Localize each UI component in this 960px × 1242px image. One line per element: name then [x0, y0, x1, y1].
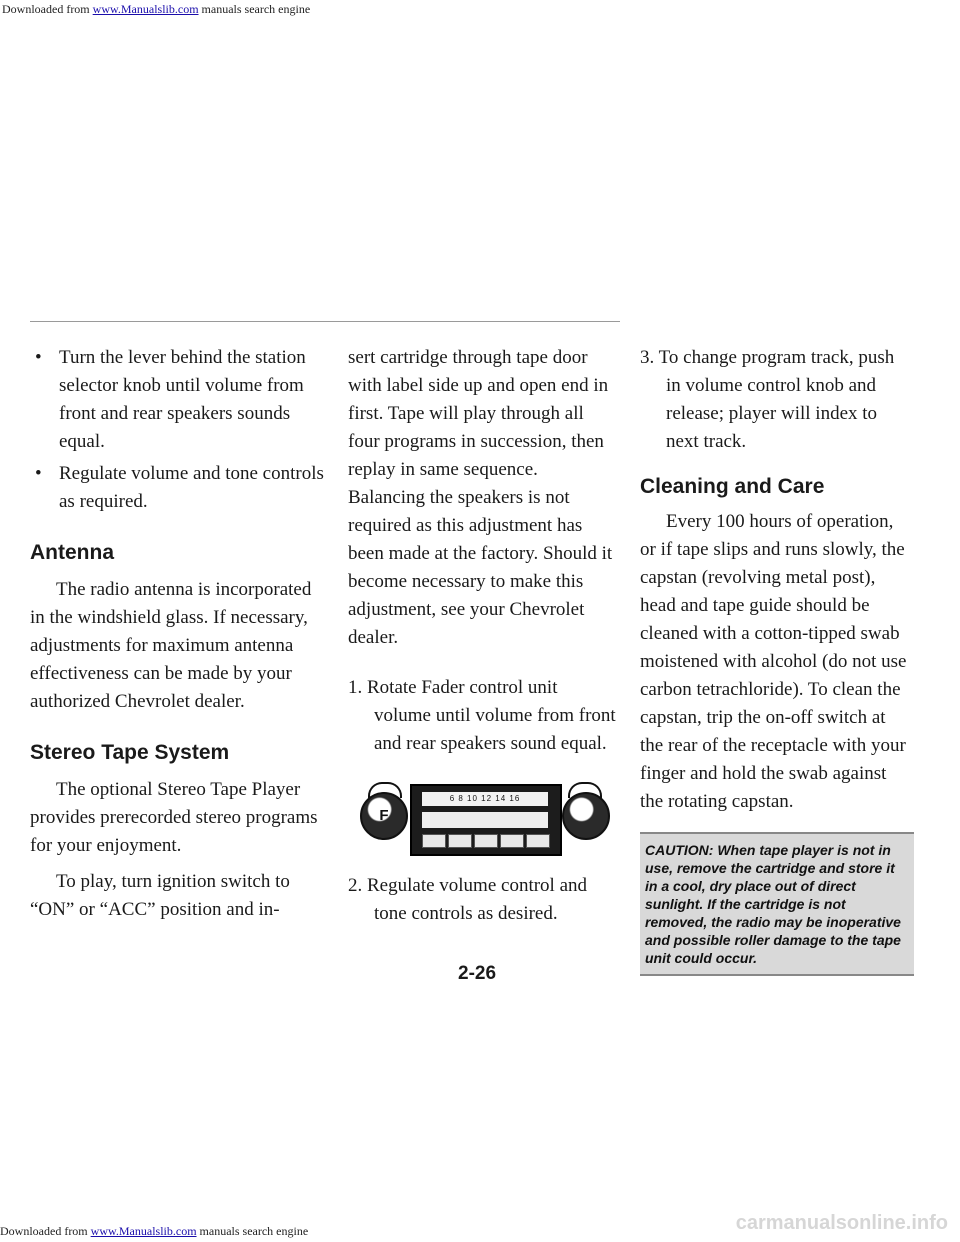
tape-instructions: sert cartridge through tape door with label side up and open end in first. Tape will play through all four programs in succession, then replay in same sequence. Balancing the speakers is not required as this adjustment has been made at the factory. Should it become necessary to make this adjustment, see your Chevrolet dealer. — [348, 347, 613, 648]
preset-button — [474, 834, 498, 848]
manualslib-footer-link[interactable]: www.Manualslib.com — [90, 1224, 197, 1238]
radio-illustration — [360, 782, 610, 854]
antenna-heading: Antenna — [30, 541, 114, 564]
column-3 — [640, 344, 910, 976]
bullet-item: • Turn the lever behind the station selector knob until volume from front and rear speakers sounds equal. — [30, 344, 326, 456]
download-banner — [0, 0, 960, 20]
step-3: 3. To change program track, push in volume control knob and release; player will index to next track. — [640, 347, 895, 452]
caution-box: CAUTION: When tape player is not in use, remove the cartridge and store it in a cool, dry place out of direct sunlight. If the cartridge is not removed, the radio may be inoperative and possible roller damage to the tape unit could occur. — [640, 832, 914, 976]
antenna-paragraph: The radio antenna is incorporated in the windshield glass. If necessary, adjustments for maximum antenna effectiveness can be made by your authorized Chevrolet dealer. — [30, 579, 312, 712]
stereo-paragraph-2: To play, turn ignition switch to “ON” or “ACC” position and in- — [30, 871, 290, 920]
preset-button — [448, 834, 472, 848]
page-number: 2-26 — [458, 963, 497, 984]
tape-slot — [422, 812, 548, 828]
bullet-dot-icon: • — [35, 347, 42, 368]
top-divider — [30, 321, 620, 322]
radio-dial: 6 8 10 12 14 16 — [422, 792, 548, 806]
column-2 — [348, 344, 618, 928]
footer-prefix: Downloaded from — [0, 1224, 91, 1238]
bullet-dot-icon: • — [35, 463, 42, 484]
preset-button — [422, 834, 446, 848]
cleaning-heading: Cleaning and Care — [640, 475, 825, 498]
banner-suffix: manuals search engine — [198, 2, 311, 16]
step-2: 2. Regulate volume control and tone controls as desired. — [348, 875, 588, 924]
preset-button — [500, 834, 524, 848]
watermark: carmanualsonline.info — [735, 1212, 948, 1234]
cleaning-paragraph: Every 100 hours of operation, or if tape slips and runs slowly, the capstan (revolving metal post), head and tape guide should be cleaned with a cotton-tipped swab moistened with alcohol (do not use carbon tetrachloride). To clean the capstan, trip the on-off switch at the rear of the receptacle with your finger and hold the swab against the rotating capstan. — [640, 511, 907, 812]
radio-face — [410, 784, 562, 856]
manualslib-link[interactable]: www.Manualslib.com — [92, 2, 199, 16]
stereo-tape-heading: Stereo Tape System — [30, 741, 230, 764]
footer-suffix: manuals search engine — [196, 1224, 309, 1238]
bullet-item: • Regulate volume and tone controls as required. — [30, 460, 326, 516]
stereo-paragraph-1: The optional Stereo Tape Player provides prerecorded stereo programs for your enjoyment. — [30, 779, 318, 856]
preset-button — [526, 834, 550, 848]
volume-knob-icon — [562, 792, 610, 840]
column-1 — [30, 344, 326, 924]
fader-knob-icon: F — [360, 792, 408, 840]
step-1: 1. Rotate Fader control unit volume until volume from front and rear speakers sound equal. — [348, 677, 616, 754]
banner-prefix: Downloaded from — [2, 2, 93, 16]
